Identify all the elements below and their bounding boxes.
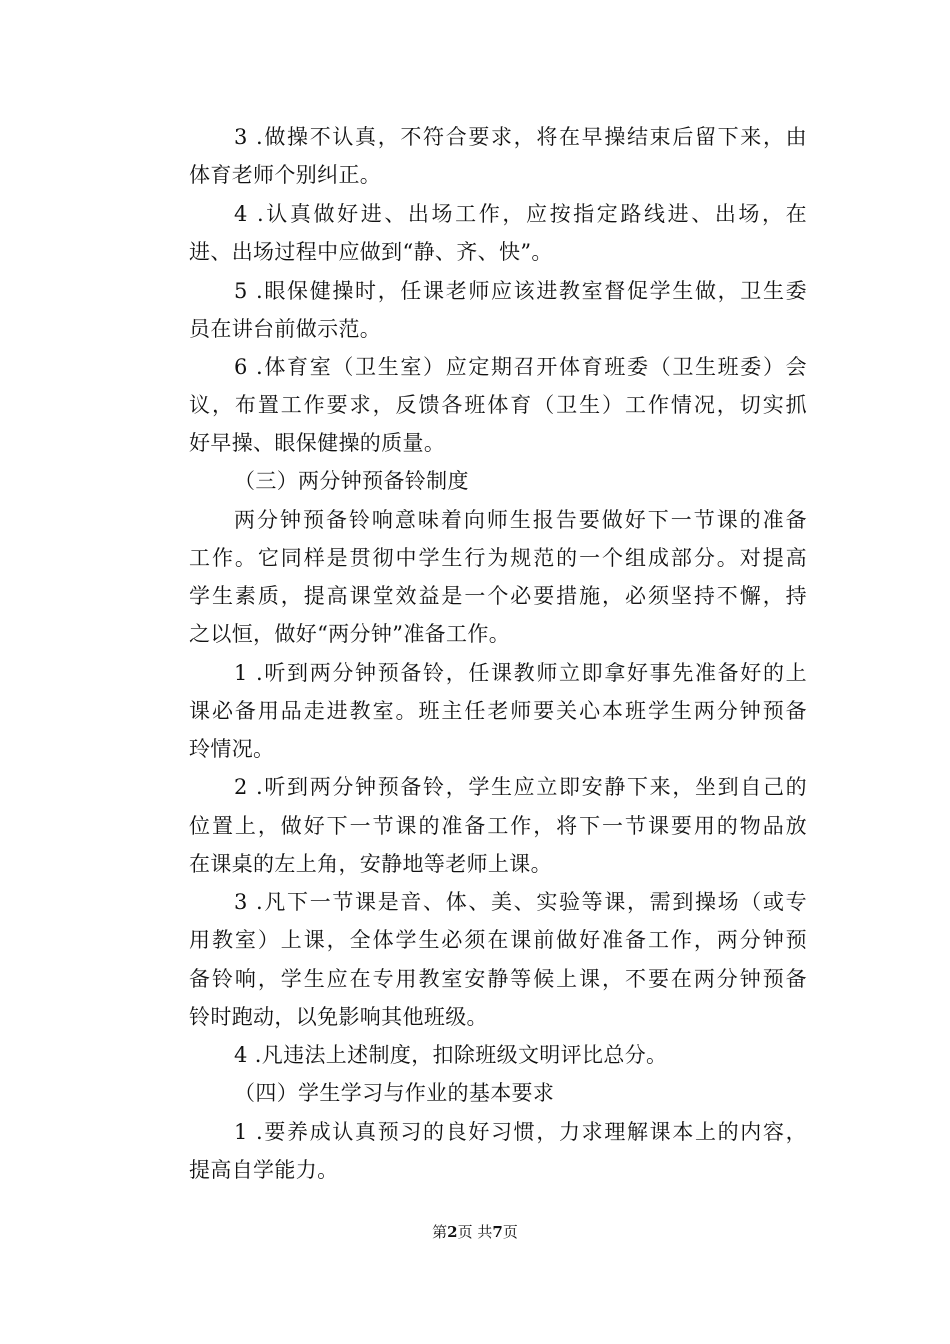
body-line: 之以恒，做好“两分钟”准备工作。 bbox=[189, 622, 511, 646]
page-footer bbox=[0, 1222, 950, 1242]
body-line: 备铃响，学生应在专用教室安静等候上课，不要在两分钟预备 bbox=[189, 967, 807, 991]
section-heading: （四）学生学习与作业的基本要求 bbox=[234, 1081, 555, 1105]
body-line: 4 .认真做好进、出场工作，应按指定路线进、出场，在 bbox=[234, 202, 807, 226]
body-line: 员在讲台前做示范。 bbox=[189, 317, 382, 341]
body-line: 3 .做操不认真，不符合要求，将在早操结束后留下来，由 bbox=[234, 125, 807, 149]
body-line: 好早操、眼保健操的质量。 bbox=[189, 431, 446, 455]
body-line: 2 .听到两分钟预备铃，学生应立即安静下来，坐到自己的 bbox=[234, 775, 807, 799]
body-line: 位置上，做好下一节课的准备工作，将下一节课要用的物品放 bbox=[189, 814, 807, 838]
section-heading: （三）两分钟预备铃制度 bbox=[234, 469, 469, 493]
footer-suffix: 页 bbox=[502, 1223, 518, 1241]
body-line: 玲情况。 bbox=[189, 737, 275, 761]
footer-middle: 页 共 bbox=[457, 1223, 493, 1241]
body-line: 工作。它同样是贯彻中学生行为规范的一个组成部分。对提高 bbox=[189, 546, 807, 570]
body-line: 5 .眼保健操时，任课老师应该进教室督促学生做，卫生委 bbox=[234, 279, 807, 303]
body-line: 两分钟预备铃响意味着向师生报告要做好下一节课的准备 bbox=[234, 508, 807, 532]
body-line: 提高自学能力。 bbox=[189, 1158, 339, 1182]
body-line: 4 .凡违法上述制度，扣除班级文明评比总分。 bbox=[234, 1043, 668, 1067]
footer-prefix: 第 bbox=[432, 1223, 448, 1241]
body-line: 体育老师个别纠正。 bbox=[189, 163, 382, 187]
body-line: 1 .听到两分钟预备铃，任课教师立即拿好事先准备好的上 bbox=[234, 661, 807, 685]
body-line: 3 .凡下一节课是音、体、美、实验等课，需到操场（或专 bbox=[234, 890, 807, 914]
body-line: 1 .要养成认真预习的良好习惯，力求理解课本上的内容， bbox=[234, 1120, 807, 1144]
body-line: 铃时跑动，以免影响其他班级。 bbox=[189, 1005, 488, 1029]
body-line: 6 .体育室（卫生室）应定期召开体育班委（卫生班委）会 bbox=[234, 355, 807, 379]
body-line: 学生素质，提高课堂效益是一个必要措施，必须坚持不懈，持 bbox=[189, 584, 807, 608]
body-line: 课必备用品走进教室。班主任老师要关心本班学生两分钟预备 bbox=[189, 699, 807, 723]
body-line: 用教室）上课，全体学生必须在课前做好准备工作，两分钟预 bbox=[189, 928, 807, 952]
body-line: 进、出场过程中应做到“静、齐、快”。 bbox=[189, 240, 553, 264]
page-total: 7 bbox=[492, 1223, 503, 1241]
page-number: 2 bbox=[447, 1223, 458, 1241]
body-line: 议，布置工作要求，反馈各班体育（卫生）工作情况，切实抓 bbox=[189, 393, 807, 417]
body-line: 在课桌的左上角，安静地等老师上课。 bbox=[189, 852, 552, 876]
